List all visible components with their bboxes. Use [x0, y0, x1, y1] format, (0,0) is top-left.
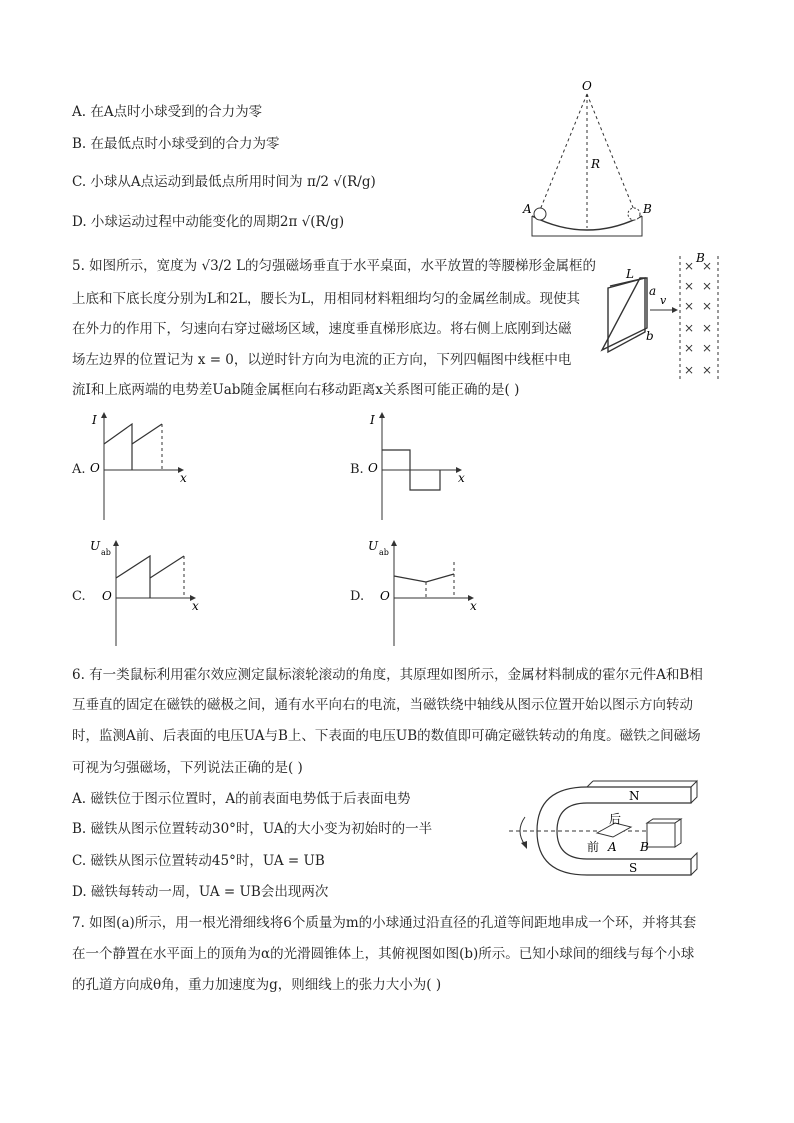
field-label-b: B	[696, 251, 705, 265]
q6-option-a: A. 磁铁位于图示位置时，A的前表面电势低于后表面电势	[72, 791, 411, 807]
q5-option-a-letter: A.	[72, 462, 86, 477]
q6-option-d: D. 磁铁每转动一周，UA = UB会出现两次	[72, 884, 329, 900]
q4-option-b: B. 在最低点时小球受到的合力为零	[72, 136, 280, 152]
q5-line-5: 流I和上底两端的电势差Uab随金属框向右移动距离x关系图可能正确的是( )	[72, 382, 520, 398]
svg-text:B: B	[640, 840, 649, 854]
q5-option-b-letter: B.	[350, 462, 364, 477]
svg-text:x: x	[192, 599, 199, 613]
svg-text:×: ×	[702, 321, 713, 335]
q7-line-1: 7. 如图(a)所示，用一根光滑细线将6个质量为m的小球通过沿直径的孔道等间距地串成一个环，并将其套	[72, 915, 697, 931]
svg-text:×: ×	[684, 259, 695, 273]
svg-text:×: ×	[684, 321, 695, 335]
q5-line-2: 上底和下底长度分别为L和2L，腰长为L，用相同材料粗细均匀的金属丝制成。现使其	[72, 291, 580, 307]
ball-a	[534, 208, 546, 220]
svg-text:×: ×	[684, 363, 695, 377]
svg-text:×: ×	[684, 341, 695, 355]
svg-text:×: ×	[684, 299, 695, 313]
q5-graph-a	[86, 410, 196, 528]
svg-text:U: U	[368, 539, 379, 553]
q6-line-2: 互垂直的固定在磁铁的磁极之间，通有水平向右的电流，当磁铁绕中轴线从图示位置开始以图示方向转动	[72, 697, 693, 713]
q4-option-a: A. 在A点时小球受到的合力为零	[72, 104, 263, 120]
q5-option-c-letter: C.	[72, 589, 86, 604]
svg-text:A: A	[608, 840, 617, 854]
trapezoid-label-b: b	[646, 329, 654, 343]
svg-text:O: O	[368, 461, 378, 475]
graph-c-curve	[116, 556, 150, 598]
magnet-label-s: S	[629, 861, 638, 875]
magnet-label-n: N	[629, 789, 640, 803]
graph-d-curve	[394, 574, 454, 582]
q6-option-b: B. 磁铁从图示位置转动30°时，UA的大小变为初始时的一半	[72, 821, 433, 837]
q6-line-4: 可视为匀强磁场，下列说法正确的是( )	[72, 760, 303, 776]
svg-text:O: O	[90, 461, 100, 475]
svg-text:O: O	[380, 589, 390, 603]
svg-text:×: ×	[702, 341, 713, 355]
svg-text:×: ×	[702, 259, 713, 273]
svg-text:×: ×	[702, 363, 713, 377]
svg-text:x: x	[180, 471, 187, 485]
pendulum-label-b: B	[643, 202, 652, 216]
svg-text:x: x	[458, 471, 465, 485]
magnet-figure	[505, 775, 705, 885]
svg-text:ab: ab	[101, 548, 111, 557]
hall-element-b	[647, 823, 675, 847]
svg-text:I: I	[370, 413, 375, 427]
q6-line-3: 时，监测A前、后表面的电压UA与B上、下表面的电压UB的数值即可确定磁铁转动的角度。磁铁之间磁场	[72, 728, 701, 744]
q4-option-d: D. 小球运动过程中动能变化的周期2π √(R/g)	[72, 214, 345, 230]
q6-option-c: C. 磁铁从图示位置转动45°时，UA = UB	[72, 853, 325, 869]
svg-text:ab: ab	[379, 548, 389, 557]
svg-text:×: ×	[684, 279, 695, 293]
pendulum-figure	[520, 76, 660, 242]
q5-line-1: 5. 如图所示，宽度为 √3/2 L的匀强磁场垂直于水平桌面，水平放置的等腰梯形金属框的	[72, 258, 597, 274]
q5-graph-d	[364, 538, 484, 650]
trapezoid-outline	[600, 248, 660, 368]
svg-text:后: 后	[609, 812, 622, 826]
q4-option-c: C. 小球从A点运动到最低点所用时间为 π/2 √(R/g)	[72, 174, 376, 190]
svg-text:x: x	[470, 599, 477, 613]
q7-line-2: 在一个静置在水平面上的顶角为α的光滑圆锥体上，其俯视图如图(b)所示。已知小球间的细线与每个小球	[72, 946, 695, 962]
trapezoid-label-l: L	[626, 267, 634, 281]
q5-graph-c	[86, 538, 206, 650]
pendulum-label-r: R	[591, 157, 601, 171]
trapezoid-label-a: a	[649, 284, 657, 298]
q5-graph-b	[364, 410, 474, 528]
q5-line-4: 场左边界的位置记为 x = 0，以逆时针方向为电流的正方向，下列四幅图中线框中电	[72, 352, 572, 368]
svg-text:U: U	[90, 539, 101, 553]
q6-line-1: 6. 有一类鼠标利用霍尔效应测定鼠标滚轮滚动的角度，其原理如图所示，金属材料制成的霍尔元件A和B相	[72, 667, 703, 683]
field-crosses	[684, 259, 712, 377]
pendulum-label-a: A	[523, 202, 532, 216]
pendulum-label-o: O	[582, 79, 592, 93]
q5-option-d-letter: D.	[350, 589, 365, 604]
graph-a-curve	[104, 424, 132, 470]
svg-text:×: ×	[702, 299, 713, 313]
q7-line-3: 的孔道方向成θ角，重力加速度为g，则细线上的张力大小为( )	[72, 977, 442, 993]
svg-text:×: ×	[702, 279, 713, 293]
velocity-label: v	[660, 294, 667, 307]
svg-text:前: 前	[587, 840, 600, 854]
svg-text:O: O	[102, 589, 112, 603]
q5-line-3: 在外力的作用下，匀速向右穿过磁场区域，速度垂直梯形底边。将右侧上底刚到达磁	[72, 321, 572, 337]
svg-text:I: I	[92, 413, 97, 427]
ball-b	[628, 208, 640, 220]
